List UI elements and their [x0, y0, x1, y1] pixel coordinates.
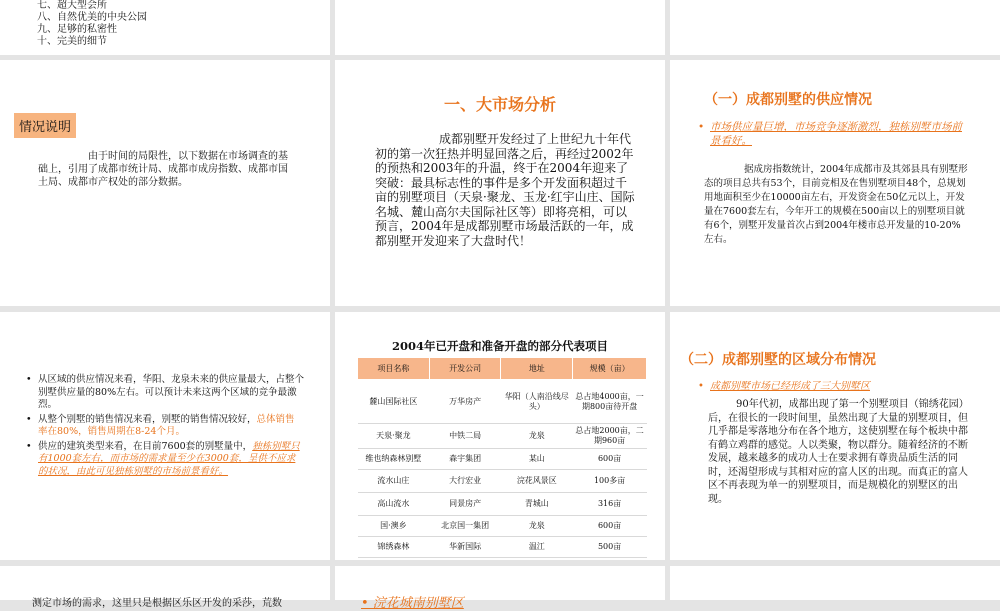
table-cell: 600亩 — [573, 516, 647, 537]
table-cell: 维也纳森林别墅 — [358, 449, 430, 470]
table-cell: 浣花风景区 — [501, 470, 573, 493]
table-cell: 北京国一集团 — [429, 516, 501, 537]
table-cell: 锦绣森林 — [358, 537, 430, 558]
supply-body: 据成房指数统计，2004年成都市及其郊县具有别墅形态的项目总共有53个，目前竞相及在售别墅项目48个，总规划用地面积至少在10000亩左右，开发资金在50亿元以上，开发量在7600套左右，今年开工的规模在500亩以上的别墅项目就有6个，别墅开发量首次占到2004年楼市总开发量的10-20%左右。 — [704, 164, 968, 245]
slide-market[interactable] — [335, 60, 665, 306]
bottom-left-text: 测定市场的需求，这里只是根据区乐区开发的采莎，荒数 — [32, 598, 282, 609]
table-header-cell: 地址 — [501, 358, 573, 380]
analysis-highlight: 总体销售率在80%，销售周期在8-24个月。 — [38, 413, 295, 437]
list-item: 九、足够的私密性 — [37, 24, 117, 35]
slide-supply[interactable] — [670, 60, 1000, 306]
supply-bullet — [698, 120, 970, 148]
region-title: （二）成都别墅的区域分布情况 — [680, 352, 876, 368]
table-cell: 中铁二局 — [429, 424, 501, 449]
situation-tag: 情况说明 — [14, 113, 76, 138]
slide-top-middle[interactable] — [335, 0, 665, 55]
analysis-bullet-sales — [26, 414, 304, 439]
table-cell: 流水山庄 — [358, 470, 430, 493]
table-row — [358, 449, 647, 470]
slide-table[interactable] — [335, 312, 665, 560]
supply-title: （一）成都别墅的供应情况 — [704, 92, 872, 108]
table-cell: 青城山 — [501, 493, 573, 516]
table-cell: 龙泉 — [501, 424, 573, 449]
table-cell: 华阳（人南沿线尽头） — [501, 380, 573, 424]
list-item: 十、完美的细节 — [37, 36, 107, 47]
slide-region[interactable] — [670, 312, 1000, 560]
slide-bottom-middle[interactable] — [335, 566, 665, 611]
analysis-text: 从整个别墅的销售情况来看，别墅的销售情况较好， — [38, 413, 257, 425]
table-title: 2004年已开盘和准备开盘的部分代表项目 — [391, 339, 608, 353]
slide-analysis[interactable] — [0, 312, 330, 560]
table-cell: 高山流水 — [358, 493, 430, 516]
situation-body: 由于时间的局限性，以下数据在市场调查的基础上，引用了成都市统计局、成都市成房指数、成都市国土局、成都市产权处的部分数据。 — [38, 151, 288, 188]
list-item: 八、自然优美的中央公园 — [37, 12, 147, 23]
table-cell: 万华房产 — [429, 380, 501, 424]
table-cell: 500亩 — [573, 537, 647, 558]
table-header-cell: 规模（亩） — [573, 358, 647, 380]
region-body: 90年代初，成都出现了第一个别墅项目（锦绣花园）后，在很长的一段时间里，虽然出现了大量的别墅项目，但几乎都是零落地分布在各个地方，这使别墅在每个板块中都有鹤立鸡群的感觉。人以类聚，物以群分。随着经济的不断发展，越来越多的成功人士在要求拥有尊贵品质生活的同时，还渴望形成与其相对应的富人区的出现。而真正的富人区不再表现为单一的别墅项目，而是规模化的别墅区的出现。 — [708, 399, 969, 505]
table-header-row — [358, 358, 647, 380]
table-row — [358, 424, 647, 449]
table-row — [358, 493, 647, 516]
projects-table — [357, 357, 647, 558]
table-cell: 大行宏业 — [429, 470, 501, 493]
table-cell: 天泉·聚龙 — [358, 424, 430, 449]
slide-bottom-left[interactable] — [0, 566, 330, 609]
table-cell: 森宇集团 — [429, 449, 501, 470]
analysis-bullet-region — [26, 374, 304, 412]
market-body: 成都别墅开发经过了上世纪九十年代初的第一次狂热并明显回落之后，再经过2002年的预热和2003年的升温，终于在2004年迎来了突破：最具标志性的事件是多个开发面积超过千亩的别墅项目（天泉·聚龙、玉龙·红宇山庄、国际名城、麓山高尔夫国际社区等）即将亮相，可以预言，2004年是成都别墅市场最活跃的一年，成都别墅开发迎来了大盘时代！ — [375, 132, 635, 248]
table-cell: 总占地4000亩，一期800亩待开盘 — [573, 380, 647, 424]
table-row — [358, 470, 647, 493]
table-cell: 龙泉 — [501, 516, 573, 537]
table-row — [358, 380, 647, 424]
analysis-text: 供应的建筑类型来看，在目前7600套的别墅量中， — [38, 440, 253, 452]
table-cell: 同景房产 — [429, 493, 501, 516]
analysis-highlight: 独栋别墅只有1000套左右，而市场的需求量至少在3000套，呈供不应求的状况，由此可见独栋别墅的市场前景看好。 — [38, 440, 300, 477]
table-cell: 麓山国际社区 — [358, 380, 430, 424]
table-row — [358, 537, 647, 558]
table-cell: 某山 — [501, 449, 573, 470]
market-title: 一、大市场分析 — [443, 95, 556, 114]
list-item: 七、超大型会所 — [37, 0, 107, 11]
slide-bottom-right[interactable] — [670, 566, 1000, 600]
table-header-cell: 开发公司 — [429, 358, 501, 380]
table-cell: 100多亩 — [573, 470, 647, 493]
table-cell: 316亩 — [573, 493, 647, 516]
bottom-middle-text: • 浣花城南别墅区 — [361, 596, 464, 611]
analysis-text: 从区域的供应情况来看，华阳、龙泉未来的供应量最大，占整个别墅供应量的80%左右。可以预计未来这两个区域的竞争最激烈。 — [38, 374, 305, 410]
slide-top-left[interactable] — [0, 0, 330, 55]
table-cell: 总占地2000亩，二期960亩 — [573, 424, 647, 449]
table-cell: 600亩 — [573, 449, 647, 470]
analysis-bullet-type — [26, 441, 304, 479]
table-cell: 温江 — [501, 537, 573, 558]
slide-top-right[interactable] — [670, 0, 1000, 55]
table-header-cell: 项目名称 — [358, 358, 430, 380]
table-cell: 华新国际 — [429, 537, 501, 558]
supply-bullet-text: 市场供应量巨增，市场竞争逐渐激烈，独栋别墅市场前景看好。 — [710, 121, 962, 147]
slide-situation[interactable] — [0, 60, 330, 306]
table-row — [358, 516, 647, 537]
region-bullet — [698, 380, 978, 393]
table-cell: 国·澳乡 — [358, 516, 430, 537]
region-bullet-text: 成都别墅市场已经形成了三大别墅区 — [710, 381, 870, 392]
